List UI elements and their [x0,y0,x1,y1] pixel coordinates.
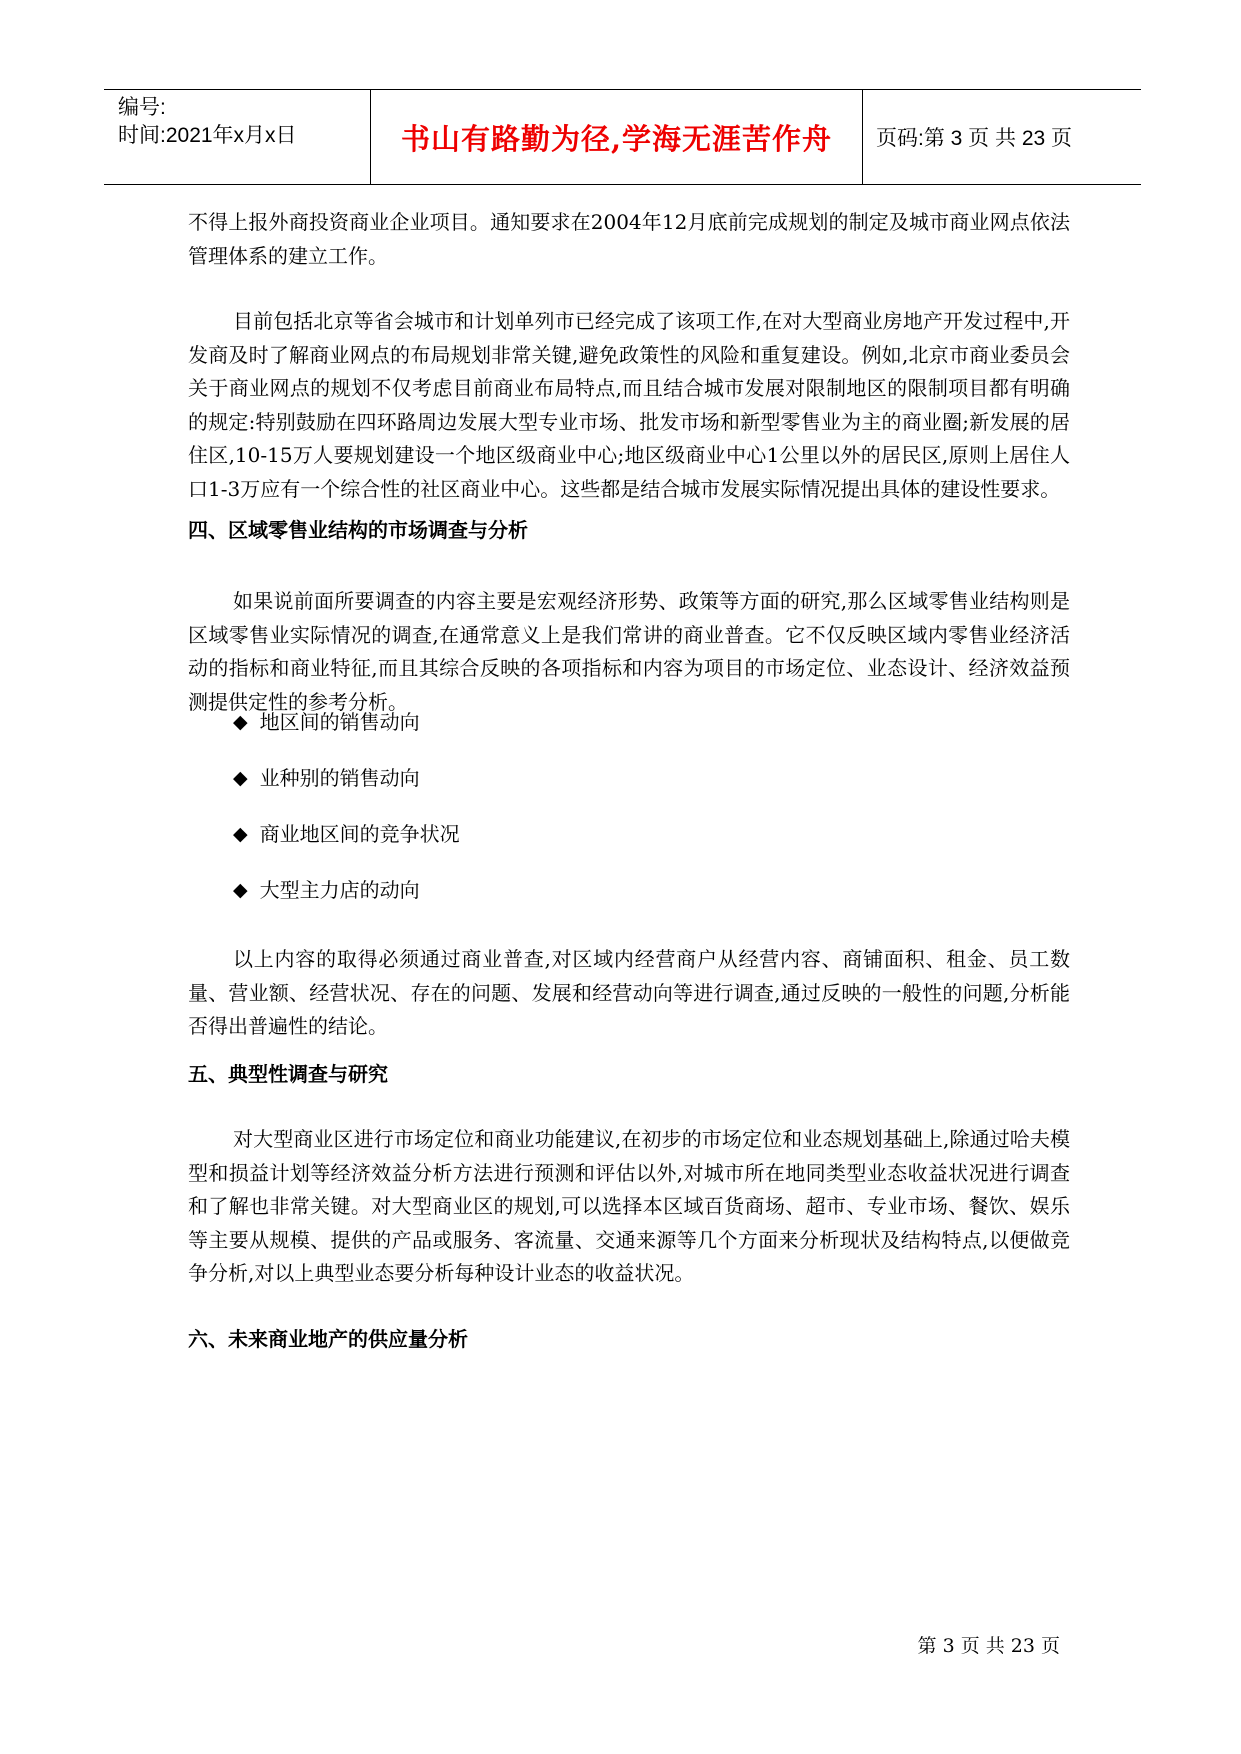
document-time-label: 时间:2021年x月x日 [118,124,297,147]
body-section-e [188,1323,1070,1356]
list-item-text: 商业地区间的竞争状况 [259,822,460,846]
bullet-list [188,706,1070,907]
body-section-d [188,1058,1070,1291]
section-heading: 五、典型性调查与研究 [188,1062,388,1086]
list-item [188,762,1070,795]
list-item-text: 业种别的销售动向 [259,766,420,790]
header-page-number: 页码:第 3 页 共 23 页 [876,127,1073,150]
diamond-bullet-icon: ◆ [233,767,248,789]
section-heading: 四、区域零售业结构的市场调查与分析 [188,518,528,542]
document-number-label: 编号: [118,96,166,119]
header-motto: 书山有路勤为径,学海无涯苦作舟 [370,90,863,184]
diamond-bullet-icon: ◆ [233,711,248,733]
paragraph: 对大型商业区进行市场定位和商业功能建议,在初步的市场定位和业态规划基础上,除通过哈夫模型和损益计划等经济效益分析方法进行预测和评估以外,对城市所在地同类型业态收益状况进行调查和了解也非常关键。对大型商业区的规划,可以选择本区域百货商场、超市、专业市场、餐饮、娱乐等主要从规模、提供的产品或服务、客流量、交通来源等几个方面来分析现状及结构特点,以便做竞争分析,对以上典型业态要分析每种设计业态的收益状况。 [188,1127,1070,1285]
list-item-text: 地区间的销售动向 [259,710,420,734]
paragraph: 以上内容的取得必须通过商业普查,对区域内经营商户从经营内容、商铺面积、租金、员工数量、营业额、经营状况、存在的问题、发展和经营动向等进行调查,通过反映的一般性的问题,分析能否得出普遍性的结论。 [188,947,1070,1038]
diamond-bullet-icon: ◆ [233,879,248,901]
paragraph: 目前包括北京等省会城市和计划单列市已经完成了该项工作,在对大型商业房地产开发过程中,开发商及时了解商业网点的布局规划非常关键,避免政策性的风险和重复建设。例如,北京市商业委员会关于商业网点的规划不仅考虑目前商业布局特点,而且结合城市发展对限制地区的限制项目都有明确的规定:特别鼓励在四环路周边发展大型专业市场、批发市场和新型零售业为主的商业圈;新发展的居住区,10-15万人要规划建设一个地区级商业中心;地区级商业中心1公里以外的居民区,原则上居住人口1-3万应有一个综合性的社区商业中心。这些都是结合城市发展实际情况提出具体的建设性要求。 [188,309,1070,501]
page-footer: 第 3 页 共 23 页 [917,1635,1060,1657]
section-heading: 六、未来商业地产的供应量分析 [188,1327,468,1351]
diamond-bullet-icon: ◆ [233,823,248,845]
header-meta [104,90,370,184]
paragraph-continued: 不得上报外商投资商业企业项目。通知要求在2004年12月底前完成规划的制定及城市商业网点依法管理体系的建立工作。 [188,210,1070,268]
list-item-text: 大型主力店的动向 [259,878,420,902]
page-header [104,89,1141,185]
paragraph: 如果说前面所要调查的内容主要是宏观经济形势、政策等方面的研究,那么区域零售业结构则是区域零售业实际情况的调查,在通常意义上是我们常讲的商业普查。它不仅反映区域内零售业经济活动的指标和商业特征,而且其综合反映的各项指标和内容为项目的市场定位、业态设计、经济效益预测提供定性的参考分析。 [188,589,1070,714]
list-item [188,874,1070,907]
body-section-c [188,943,1070,1044]
body-section-b [188,514,1070,719]
list-item [188,706,1070,739]
list-item [188,818,1070,851]
body-section-a [188,206,1070,506]
